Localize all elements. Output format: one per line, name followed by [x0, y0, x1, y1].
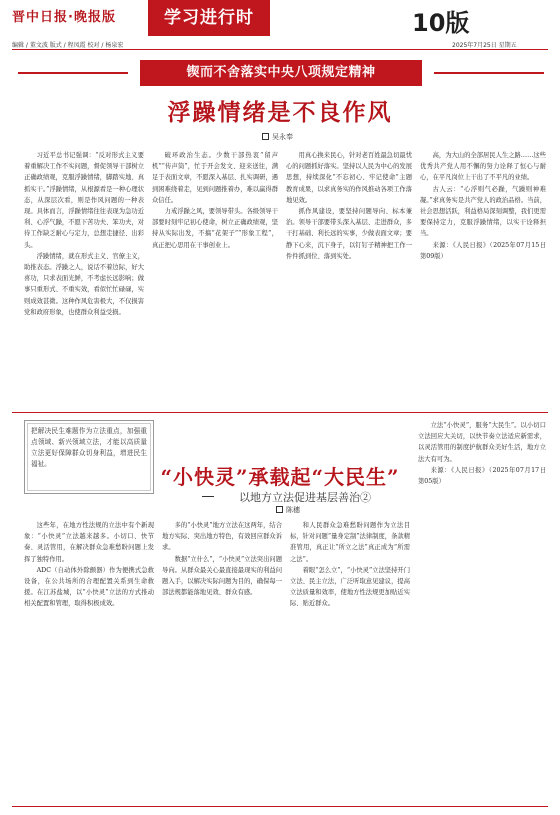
article2-byline — [276, 505, 300, 515]
article1-column-3 — [286, 150, 412, 405]
paragraph: ADC（自动体外除颤器）作为便携式急救设备，在公共场所的合理配置关系到生命救援。在江苏盐城，以“小快灵”立法的方式推动相关配置和管理，取得积极成效。 — [24, 566, 154, 608]
paragraph: 破环政治生态。少数干部热衷“留声机”“传声筒”，忙于开会发文、迎来送往，满足于表面文章，不愿深入基层、扎实调研，遇到困难绕着走，见到问题推着办，难以赢得群众信任。 — [152, 152, 278, 204]
paragraph: 用真心换来民心，针对老百姓最急切最忧心的问题抓好落实。坚持以人民为中心的发展思想，持续深化“不忘初心、牢记使命”主题教育成果，以求真务实的作风推动各项工作落地见效。 — [286, 152, 412, 204]
pull-quote-text: 把解决民生难题作为立法重点，加强重点领域、新兴领域立法，才能以高质量立法更好保障群众切身利益，增进民生福祉。 — [31, 427, 147, 468]
newspaper-brand: 晋中日报·晚报版 — [12, 10, 116, 25]
paragraph: 习近平总书记强调：“反对形式主义要着重解决工作不实问题，督促领导干部树立正确政绩观，克服浮躁情绪，脚踏实地、真抓实干。”浮躁情绪，从根源看是一种心理状态，从深层次看，则是作风问题的一种表现。具体而言，浮躁情绪往往表现为急功近利、心浮气躁，不愿下苦功夫、笨功夫，对待工作缺乏耐心与定力，总想走捷径、出彩头。 — [24, 152, 144, 249]
paragraph: 着眼“怎么立”，“小快灵”立法坚持开门立法、民主立法，广泛听取意见建议，提高立法质量和效率，使地方性法规更加贴近实际、贴近群众。 — [290, 566, 410, 608]
topic-banner: 锲而不舍落实中央八项规定精神 — [140, 60, 422, 86]
paragraph: 抓作风建设，要坚持问题导向、标本兼治。领导干部要带头深入基层、走进群众，多干打基础、利长远的实事，少做表面文章；要静下心来，沉下身子，以钉钉子精神把工作一件件抓到位、落到实处。 — [286, 208, 412, 260]
paragraph: 数据“立什么”，“小快灵”立法突出问题导向。从群众最关心最直接最现实的利益问题入手，以解决实际问题为目的，确保每一部法规都能落地见效、群众有感。 — [162, 555, 282, 597]
section-divider — [12, 412, 548, 413]
top-rule — [12, 49, 548, 50]
editor-credits: 编辑 / 董文波 版式 / 程凤霞 校对 / 杨泉宏 — [12, 42, 124, 49]
article1-column-1 — [24, 150, 144, 405]
paragraph: 立法“小快灵”，服务“大民生”。以小切口立法回应大关切，以快节奏立法适应新需求，以灵活管用的制度护航群众美好生活，地方立法大有可为。 — [418, 422, 546, 463]
byline-box-icon — [276, 506, 283, 513]
article1-byline — [262, 132, 293, 142]
article2-author: 陈穗 — [286, 506, 300, 514]
article2-subtitle: 以地方立法促进基层善治② — [239, 491, 371, 504]
article1-column-2 — [152, 150, 278, 405]
article2-column-2 — [162, 520, 282, 800]
article1-headline: 浮躁情绪是不良作风 — [167, 99, 393, 126]
article2-column-4 — [418, 420, 546, 800]
paragraph: 多的“小快灵”地方立法在这两年，结合地方实际、突出地方特色，有效回应群众诉求。 — [162, 522, 282, 552]
article1-author: 吴永奉 — [272, 133, 293, 141]
article2-column-1 — [24, 520, 154, 800]
source-note: 来源：《人民日报》（2025年07月15日 第09版） — [420, 241, 546, 260]
paragraph: 古人云：“心浮则气必躁，气躁则神难凝。”求真务实是共产党人的政治品格。当前，社会思想活跃，利益格局深刻调整，我们更需要保持定力，克服浮躁情绪，以实干诠释担当。 — [420, 185, 546, 238]
bottom-rule — [12, 806, 548, 807]
masthead — [0, 0, 560, 38]
article2-headline: “小快灵”承载起“大民生” — [160, 465, 400, 489]
paragraph: 力戒浮躁之风，要领导带头。各级领导干部要时刻牢记初心使命，树立正确政绩观，坚持从实际出发，不搞“花架子”“形象工程”，真正把心思用在干事创业上。 — [152, 208, 278, 249]
article2-column-3 — [290, 520, 410, 800]
section-title: 学习进行时 — [148, 0, 270, 36]
issue-date: 2025年7月25日 星期五 — [452, 42, 517, 49]
source-note: 来源：《人民日报》（2025年07月17日 第05版） — [418, 466, 546, 486]
paragraph: 浮躁情绪，就在形式主义、官僚主义，助推表态。浮躁之人，说话不着边际，好大喜功，只求表面光鲜，不考虑长远影响；做事只重形式、不重实效，看似忙忙碌碌，实则成效甚微。这种作风危害极大，不仅损害党和政府形象，也使群众利益受损。 — [24, 252, 144, 316]
paragraph: 高，为大山的全部居民人生之路……这些优秀共产党人用不懈的努力诠释了恒心与耐心，在平凡岗位上干出了不平凡的业绩。 — [420, 152, 546, 182]
byline-box-icon — [262, 133, 269, 140]
paragraph: 这些年，在地方性法规的立法中有个新现象：“小快灵”立法越来越多。小切口、快节奏、灵活管用，在解决群众急难愁盼问题上发挥了独特作用。 — [24, 522, 154, 563]
article1-column-4 — [420, 150, 546, 405]
page-number: 10版 — [412, 9, 470, 37]
paragraph: 和人民群众急难愁盼问题作为立法目标，针对问题“量身定制”法律制度，条款精准管用，真正让“所立之法”真正成为“所需之法”。 — [290, 522, 410, 563]
